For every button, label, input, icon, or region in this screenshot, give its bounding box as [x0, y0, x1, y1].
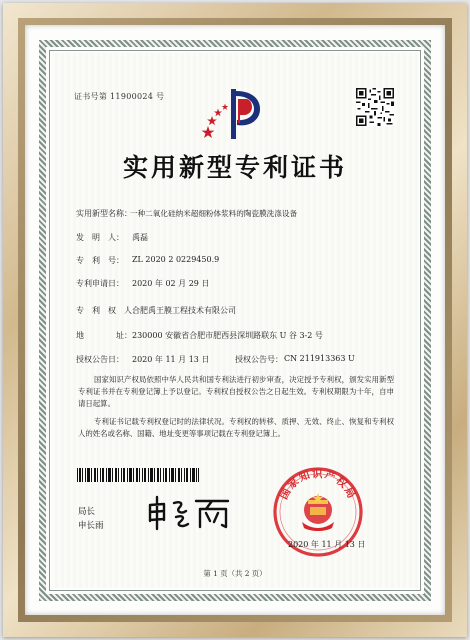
certificate-paragraph-2: 专利证书记载专利权登记时的法律状况。专利权的转移、质押、无效、终止、恢复和专利权人的姓名或名称、国籍、地址变更等事项记载在专利登记簿上。 [78, 417, 394, 438]
field-label-patentee: 专 利 权 人： [76, 306, 140, 315]
field-value-patent-number: ZL 2020 2 0229450.9 [132, 255, 220, 264]
field-value-grant-number: CN 211913363 U [284, 354, 355, 363]
field-value-utility-name: 一种二氧化硅纳米超细粉体浆料的陶瓷膜洗涤设备 [130, 209, 298, 218]
field-label-patent-number: 专 利 号： [76, 256, 124, 265]
field-value-grant-date: 2020 年 11 月 13 日 [132, 355, 210, 364]
certificate-paragraph-1: 国家知识产权局依照中华人民共和国专利法进行初步审查，决定授予专利权，颁发实用新型专利证书并在专利登记簿上予以登记。专利权自授权公告之日起生效。专利权期限为十年，自申请日起算。 [78, 375, 394, 408]
director-name: 申长雨 [78, 521, 104, 531]
field-value-inventor: 禹磊 [132, 233, 148, 242]
director-title: 局长 [78, 507, 96, 517]
certificate-number: 证书号第 11900024 号 [74, 92, 165, 101]
patent-office-logo [200, 85, 264, 143]
field-label-grant-date: 授权公告日： [76, 355, 124, 364]
seal-date: 2020 年 11 月 13 日 [288, 540, 366, 549]
barcode [77, 468, 199, 482]
field-label-utility-name: 实用新型名称： [76, 209, 132, 218]
qr-code [356, 88, 394, 126]
field-label-address: 地 址： [76, 331, 132, 340]
director-signature [146, 495, 230, 531]
seal-text: 国家知识产权局 [277, 467, 359, 502]
field-label-inventor: 发 明 人： [76, 233, 124, 242]
field-value-address: 230000 安徽省合肥市肥西县深圳路联东 U 谷 3-2 号 [132, 331, 323, 340]
certificate-title: 实用新型专利证书 [122, 153, 347, 182]
page-number: 第 1 页（共 2 页） [203, 569, 267, 578]
field-value-filing-date: 2020 年 02 月 29 日 [132, 279, 210, 288]
field-label-filing-date: 专利申请日： [76, 279, 124, 288]
field-value-patentee: 合肥禹王膜工程技术有限公司 [132, 306, 236, 315]
field-label-grant-number: 授权公告号： [235, 355, 283, 364]
